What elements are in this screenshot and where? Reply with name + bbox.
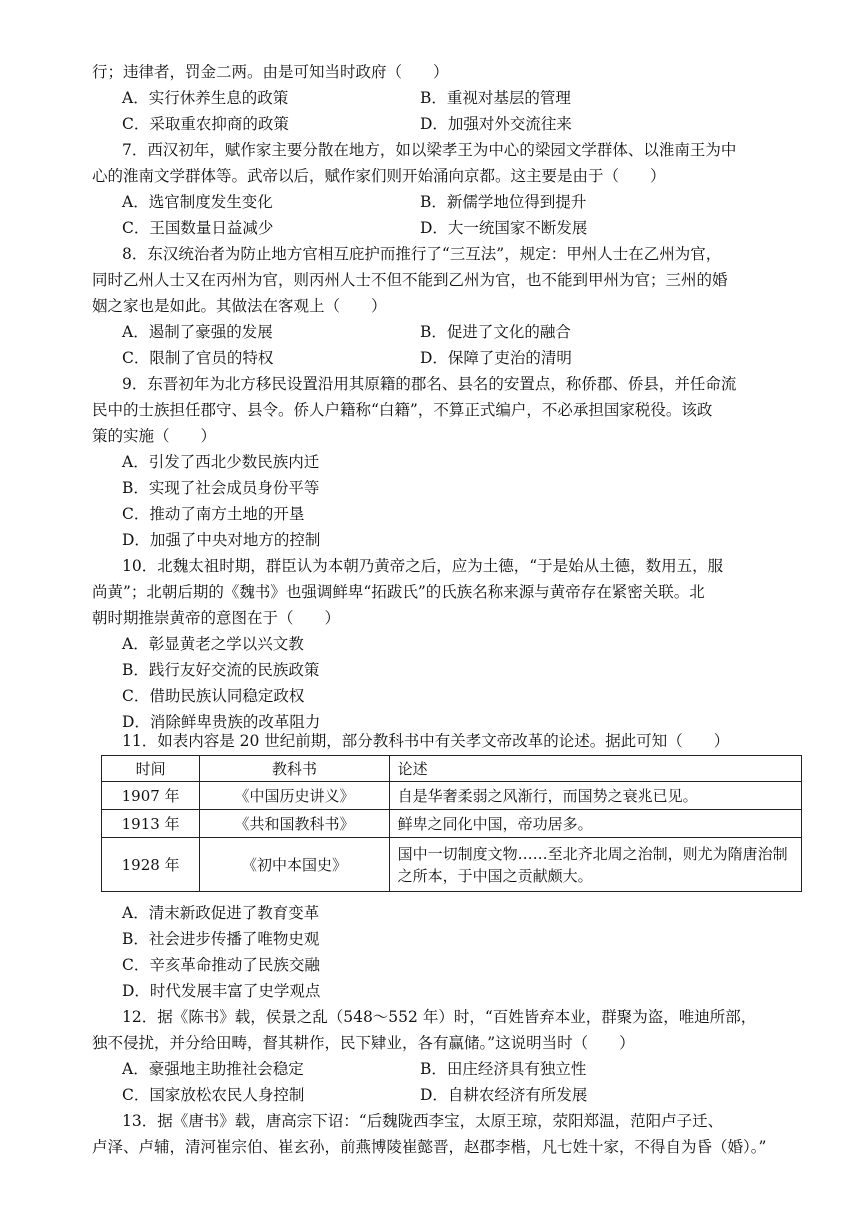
cell-statement: 鲜卑之同化中国，帝功居多。 (389, 810, 801, 838)
question-stem-line: 11．如表内容是 20 世纪前期，部分教科书中有关孝文帝改革的论述。据此可知（ ） (122, 732, 730, 750)
cell-statement: 自是华奢柔弱之风渐行，而国势之衰兆已见。 (389, 782, 801, 810)
answer-option: D．自耕农经济有所发展 (420, 1086, 588, 1104)
table-header-row (102, 756, 802, 782)
cell-textbook: 《初中本国史》 (200, 838, 389, 892)
answer-option: B．社会进步传播了唯物史观 (122, 930, 320, 948)
table-row (102, 838, 802, 892)
answer-option: A．引发了西北少数民族内迁 (122, 453, 320, 471)
answer-option: B．新儒学地位得到提升 (420, 193, 587, 211)
answer-option: D．消除鲜卑贵族的改革阻力 (122, 713, 321, 731)
cell-textbook: 《中国历史讲义》 (200, 782, 389, 810)
question-stem-line: 8．东汉统治者为防止地方官相互庇护而推行了“三互法”，规定：甲州人士在乙州为官， (122, 245, 722, 263)
textbook-table (101, 755, 802, 892)
answer-option: A．遏制了豪强的发展 (122, 323, 273, 341)
question-stem-line: 尚黄”；北朝后期的《魏书》也强调鲜卑“拓跋氏”的氏族名称来源与黄帝存在紧密关联。北 (92, 583, 705, 601)
question-stem-line: 同时乙州人士又在丙州为官，则丙州人士不但不能到乙州为官，也不能到甲州为官；三州的婚 (92, 271, 728, 289)
answer-option: D．加强了中央对地方的控制 (122, 531, 321, 549)
cell-textbook: 《共和国教科书》 (200, 810, 389, 838)
table-row (102, 782, 802, 810)
answer-option: C．借助民族认同稳定政权 (122, 687, 305, 705)
question-stem-line: 心的淮南文学群体等。武帝以后，赋作家们则开始涌向京都。这主要是由于（ ） (92, 167, 666, 185)
question-stem-line: 姻之家也是如此。其做法在客观上（ ） (92, 297, 387, 315)
answer-option: C．辛亥革命推动了民族交融 (122, 956, 320, 974)
table-row (102, 810, 802, 838)
cell-statement: 国中一切制度文物……至北齐北周之治制，则尤为隋唐治制之所本，于中国之贡献颇大。 (389, 838, 801, 892)
cell-time: 1907 年 (102, 782, 200, 810)
question-stem-line: 朝时期推崇黄帝的意图在于（ ） (92, 609, 341, 627)
question-stem-line: 7．西汉初年，赋作家主要分散在地方，如以梁孝王为中心的梁园文学群体、以淮南王为中 (122, 141, 737, 159)
answer-option: C．采取重农抑商的政策 (122, 115, 289, 133)
answer-option: B．实现了社会成员身份平等 (122, 479, 320, 497)
question-stem-line: 卢泽、卢辅，清河崔宗伯、崔玄孙，前燕博陵崔懿晋，赵郡李楷，凡七姓十家，不得自为昏（婚）。” (92, 1138, 767, 1156)
answer-option: A．实行休养生息的政策 (122, 89, 289, 107)
question-stem-line: 10．北魏太祖时期，群臣认为本朝乃黄帝之后，应为土德，“于是始从土德，数用五，服 (122, 557, 724, 575)
question-stem-line: 独不侵扰，并分给田畴，督其耕作，民下肄业，各有赢储。”这说明当时（ ） (92, 1034, 635, 1052)
cell-time: 1928 年 (102, 838, 200, 892)
answer-option: A．豪强地主助推社会稳定 (122, 1060, 304, 1078)
answer-option: C．限制了官员的特权 (122, 349, 274, 367)
answer-option: D．保障了吏治的清明 (420, 349, 572, 367)
answer-option: D．加强对外交流往来 (420, 115, 572, 133)
question-stem-line: 民中的士族担任郡守、县令。侨人户籍称“白籍”，不算正式编户，不必承担国家税役。该政 (92, 401, 713, 419)
header-time: 时间 (102, 756, 200, 782)
question-stem-line: 9．东晋初年为北方移民设置沿用其原籍的郡名、县名的安置点，称侨郡、侨县，并任命流 (122, 375, 737, 393)
answer-option: C．国家放松农民人身控制 (122, 1086, 305, 1104)
answer-option: A．清末新政促进了教育变革 (122, 904, 320, 922)
question-stem-line: 12．据《陈书》载，侯景之乱（548～552 年）时，“百姓皆弃本业，群聚为盗，唯迪所部， (122, 1008, 757, 1026)
answer-option: D．时代发展丰富了史学观点 (122, 982, 321, 1000)
answer-option: C．王国数量日益减少 (122, 219, 274, 237)
question-stem-line: 13．据《唐书》载，唐高宗下诏：“后魏陇西李宝，太原王琼，荥阳郑温，范阳卢子迁、 (122, 1112, 724, 1130)
answer-option: B．践行友好交流的民族政策 (122, 661, 320, 679)
header-textbook: 教科书 (200, 756, 389, 782)
answer-option: A．彰显黄老之学以兴文教 (122, 635, 304, 653)
answer-option: B．重视对基层的管理 (420, 89, 571, 107)
answer-option: D．大一统国家不断发展 (420, 219, 588, 237)
question-stem-line: 策的实施（ ） (92, 427, 217, 445)
question-stem-line: 行；违律者，罚金二两。由是可知当时政府（ ） (92, 63, 449, 81)
answer-option: B．促进了文化的融合 (420, 323, 571, 341)
answer-option: B．田庄经济具有独立性 (420, 1060, 587, 1078)
cell-time: 1913 年 (102, 810, 200, 838)
header-statement: 论述 (389, 756, 801, 782)
answer-option: A．选官制度发生变化 (122, 193, 273, 211)
answer-option: C．推动了南方土地的开垦 (122, 505, 305, 523)
